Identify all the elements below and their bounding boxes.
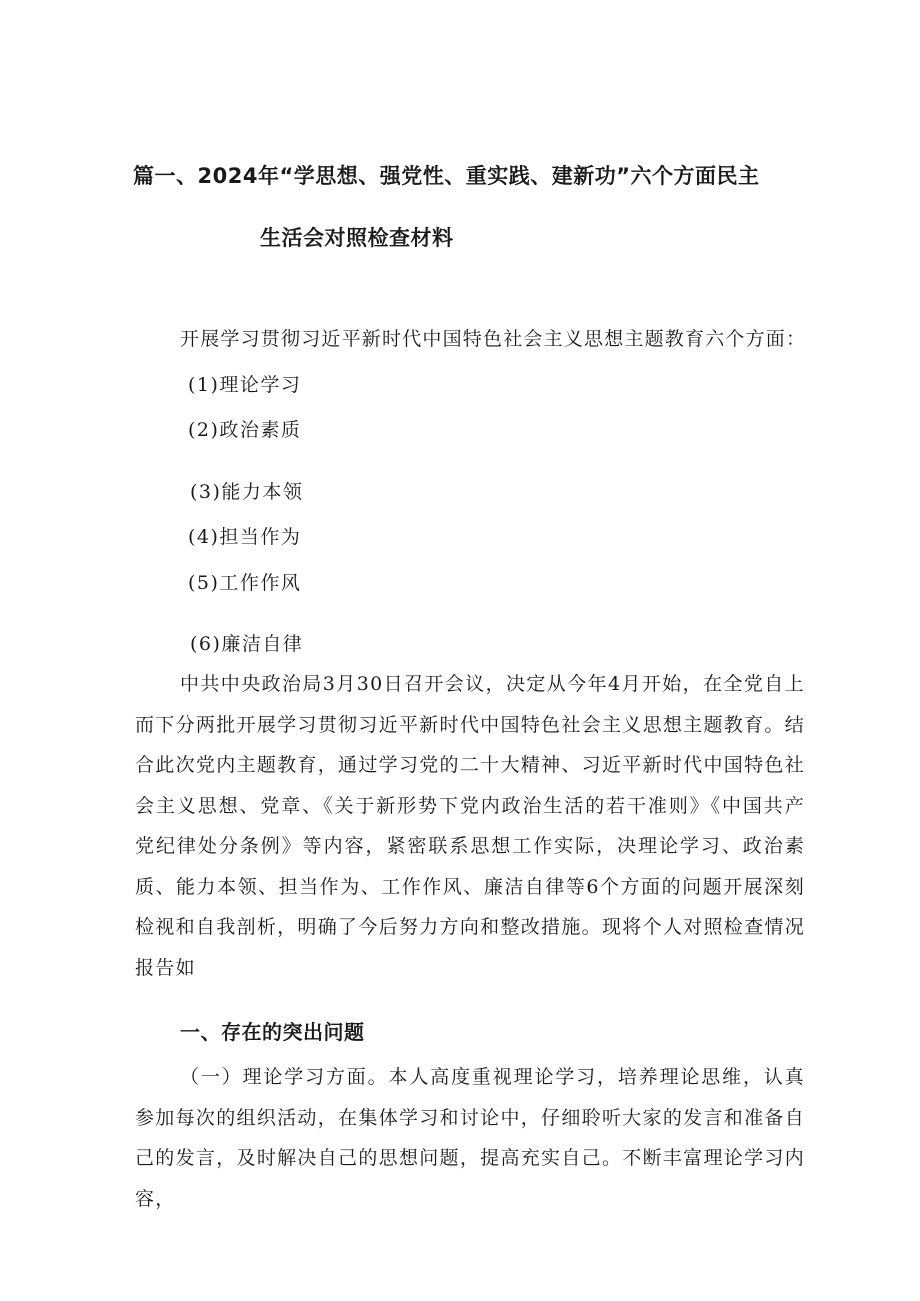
aspect-item-3: (3)能力本领 bbox=[190, 481, 304, 503]
document-title-line1: 篇一、2024年“学思想、强党性、重实践、建新功”六个方面民主 bbox=[133, 164, 760, 188]
body-paragraph-2: （一）理论学习方面。本人高度重视理论学习，培养理论思维，认真参加每次的组织活动，在集体学习和讨论中，仔细聆听大家的发言和准备自己的发言，及时解决自己的思想问题，提高充实自己。不断丰富理论学习内容， bbox=[135, 1066, 805, 1210]
body-paragraph-1: 中共中央政治局3月30日召开会议，决定从今年4月开始，在全党自上而下分两批开展学习贯彻习近平新时代中国特色社会主义思想主题教育。结合此次党内主题教育，通过学习党的二十大精神、习近平新时代中国特色社会主义思想、党章、《关于新形势下党内政治生活的若干准则》《中国共产党纪律处分条例》等内容，紧密联系思想工作实际，决理论学习、政治素质、能力本领、担当作为、工作作风、廉洁自律等6个方面的问题开展深刻检视和自我剖析，明确了今后努力方向和整改措施。现将个人对照检查情况报告如 bbox=[135, 673, 805, 979]
intro-paragraph: 开展学习贯彻习近平新时代中国特色社会主义思想主题教育六个方面： bbox=[180, 328, 807, 350]
aspect-item-2: (2)政治素质 bbox=[188, 419, 302, 441]
aspect-item-6: (6)廉洁自律 bbox=[190, 633, 304, 655]
aspect-item-5: (5)工作作风 bbox=[188, 572, 302, 594]
section-heading-problems: 一、存在的突出问题 bbox=[180, 1020, 365, 1044]
aspect-item-4: (4)担当作为 bbox=[188, 526, 302, 548]
document-title-line2: 生活会对照检查材料 bbox=[260, 226, 454, 250]
aspect-item-1: (1)理论学习 bbox=[188, 374, 302, 396]
